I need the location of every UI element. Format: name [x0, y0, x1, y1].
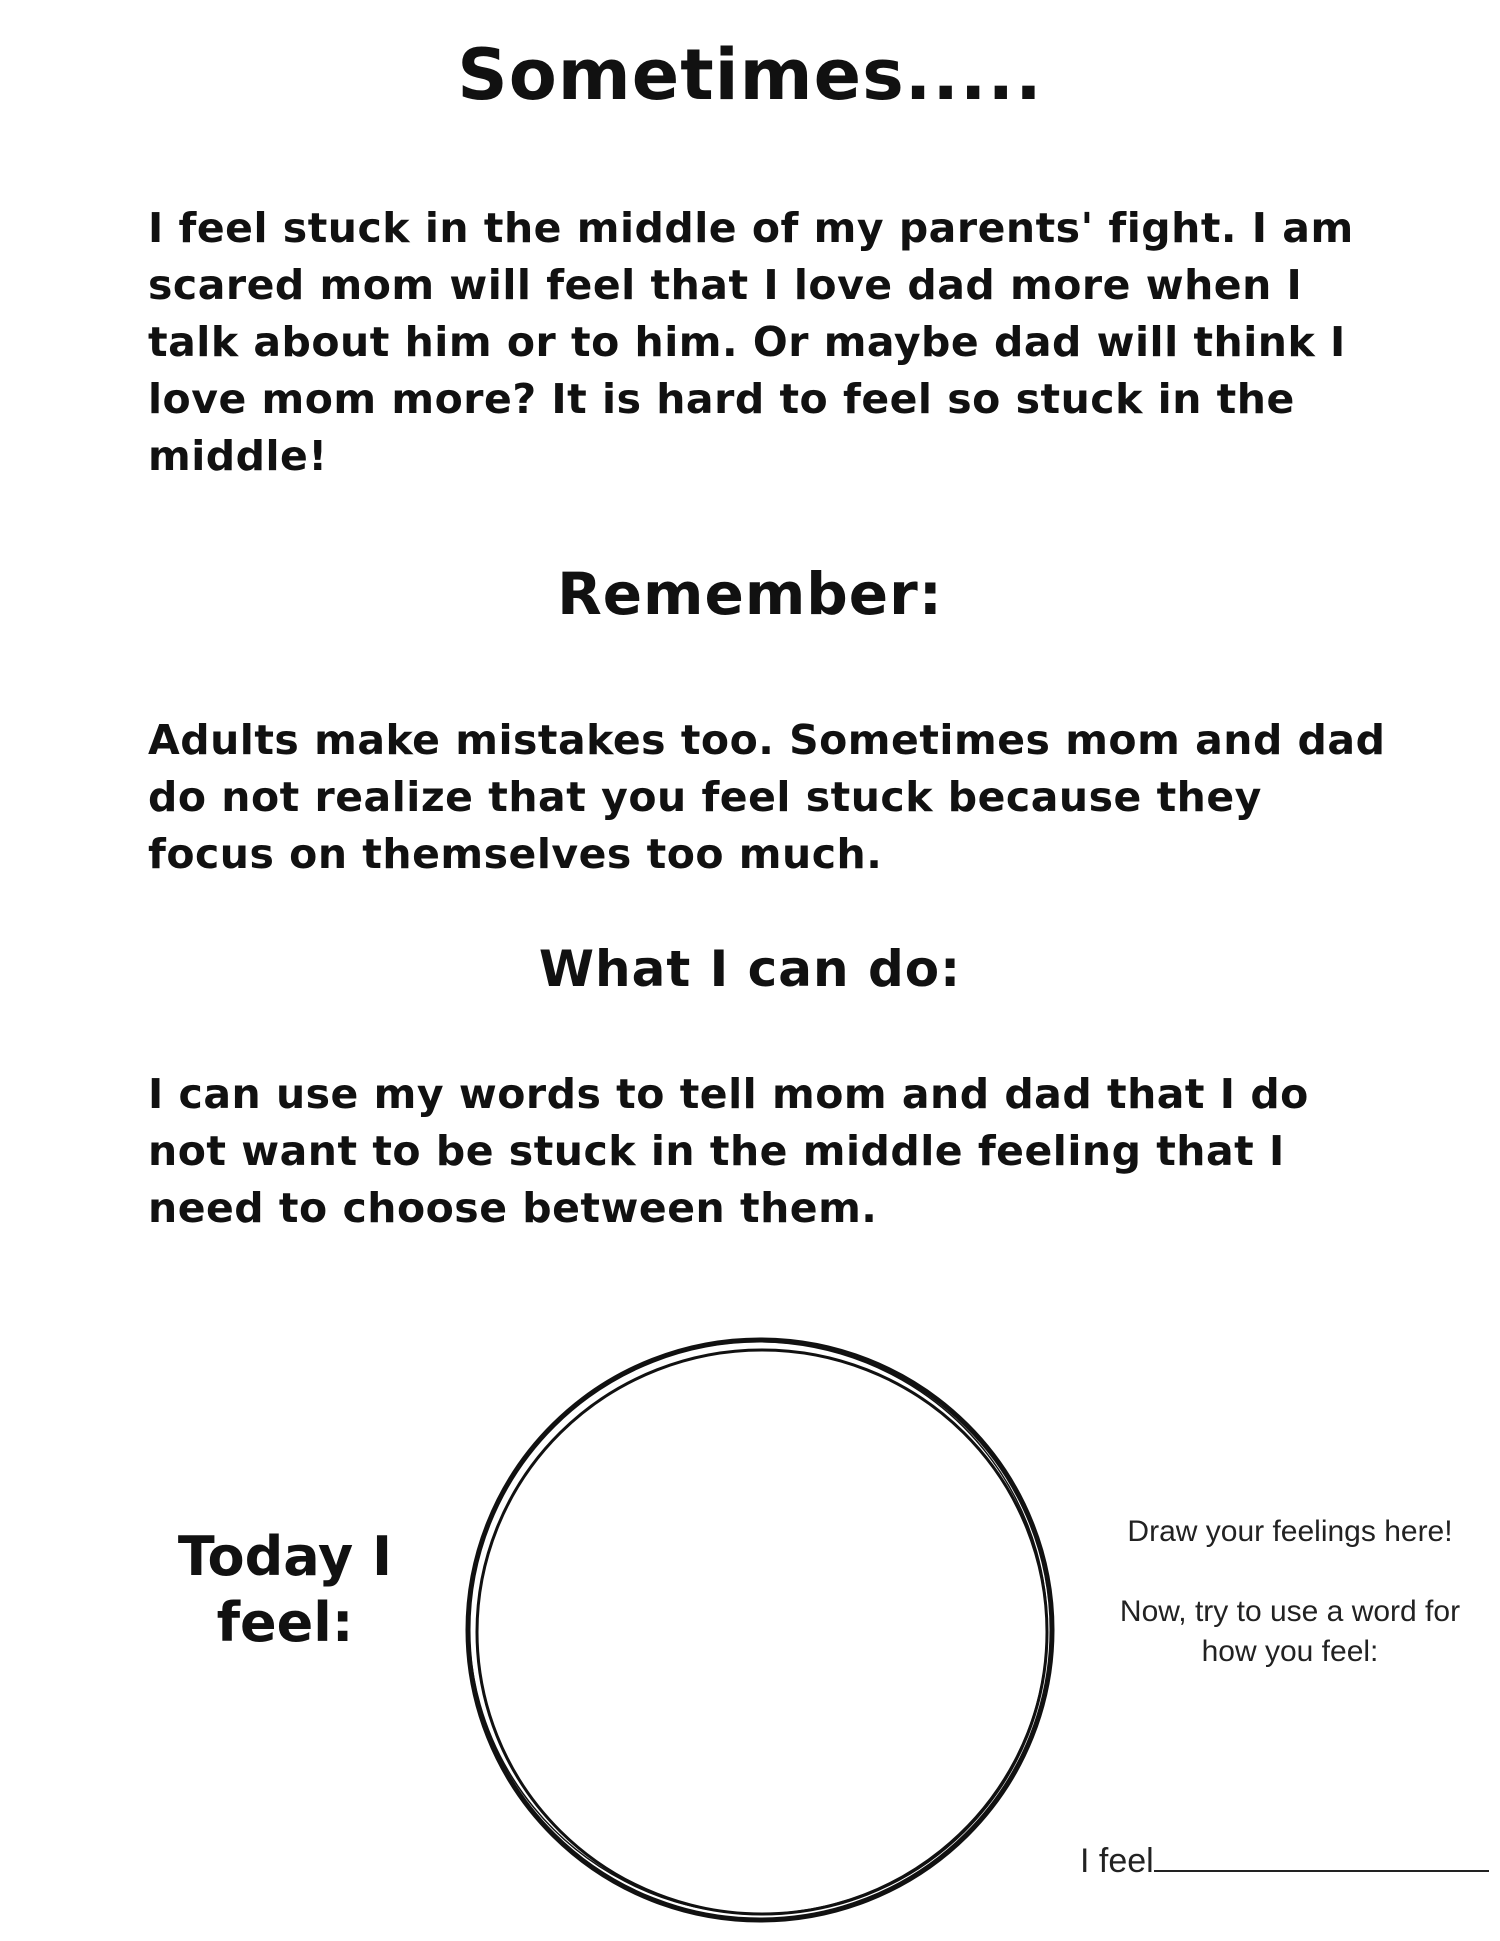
what-i-can-do-heading: What I can do: [538, 940, 962, 998]
remember-heading: Remember: [557, 560, 943, 628]
word-prompt: Now, try to use a word for how you feel: [1119, 1595, 1461, 1668]
i-feel-blank-line[interactable] [1154, 1840, 1489, 1872]
remember-paragraph: Adults make mistakes too. Sometimes mom and dad do not realize that you feel stuck because they focus on themselves too much. [148, 716, 1386, 878]
drawing-circle[interactable] [450, 1330, 1070, 1930]
today-i-feel-label: Today I feel: [177, 1525, 393, 1654]
i-feel-answer [1080, 1840, 1489, 1881]
i-feel-label: I feel [1080, 1842, 1154, 1880]
page-title: Sometimes..... [457, 34, 1043, 116]
what-i-can-do-paragraph: I can use my words to tell mom and dad that I do not want to be stuck in the middle feeling that I need to choose between them. [148, 1070, 1309, 1232]
circle-stroke-inner [477, 1350, 1047, 1914]
draw-prompt: Draw your feelings here! [1127, 1515, 1453, 1548]
circle-stroke-sketch [450, 1330, 1070, 1930]
sometimes-paragraph: I feel stuck in the middle of my parents' fight. I am scared mom will feel that I love dad more when I talk about him or to him. Or maybe dad will think I love mom more? It is hard to feel so stuck in the middle! [148, 204, 1354, 480]
